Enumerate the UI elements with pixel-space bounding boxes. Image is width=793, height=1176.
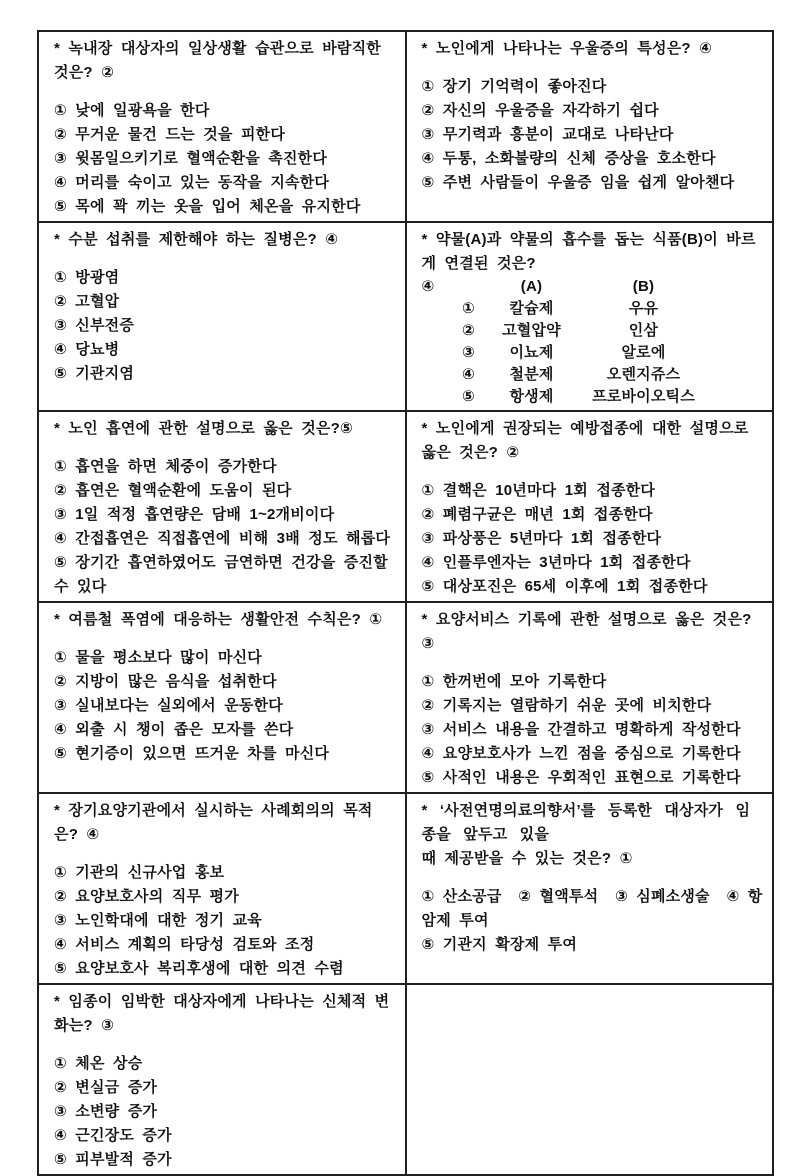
question-cell-care-records: [406, 602, 774, 793]
option-line: ② 폐렴구균은 매년 1회 접종한다: [421, 506, 653, 523]
match-header-row: [422, 276, 765, 298]
option-line: ③ 서비스 내용을 간결하고 명확하게 작성한다: [421, 721, 741, 738]
option-line: ⑤ 사적인 내용은 우회적인 표현으로 기록한다: [421, 769, 741, 786]
option-line: ⑤ 주변 사람들이 우울증 임을 쉽게 알아챈다: [421, 174, 735, 191]
question-line: * 약물(A)과 약물의 흡수를 돕는 식품(B)이 바르게 연결된 것은?: [421, 231, 756, 272]
match-b: 우유: [628, 300, 659, 317]
option-line: ① 체온 상승: [54, 1055, 143, 1072]
option-line: ② 요양보호사의 직무 평가: [54, 888, 239, 905]
match-b: 알로에: [621, 344, 666, 361]
option-line: ① 흡연을 하면 체중이 증가한다: [54, 458, 277, 475]
question-line: * 녹내장 대상자의 일상생활 습관으로 바람직한 것은? ②: [54, 40, 390, 81]
option-line: ④ 머리를 숙이고 있는 동작을 지속한다: [54, 174, 330, 191]
option-line: ② 지방이 많은 음식을 섭취한다: [54, 673, 277, 690]
option-line: ③ 무기력과 흥분이 교대로 나타난다: [421, 126, 674, 143]
question-cell-glaucoma: [38, 31, 406, 222]
table-row: [38, 984, 773, 1175]
question-line: * ‘사전연명의료의향서’를 등록한 대상자가 임종을 앞두고 있을: [421, 802, 751, 843]
question-cell-case-conference: [38, 793, 406, 984]
option-line: ② 기록지는 열람하기 쉬운 곳에 비치한다: [421, 697, 712, 714]
question-cell-drug-food-match: [406, 222, 774, 411]
option-line: ⑤ 장기간 흡연하였어도 금연하면 건강을 증진할 수 있다: [54, 554, 397, 595]
option-line: ③ 신부전증: [54, 317, 135, 334]
question-line: * 임종이 임박한 대상자에게 나타나는 신체적 변화는? ③: [54, 993, 390, 1034]
option-line: ③ 노인학대에 대한 정기 교육: [54, 912, 262, 929]
option-line: ① 방광염: [54, 269, 120, 286]
match-number: ③: [462, 344, 475, 361]
match-number: ①: [462, 300, 475, 317]
option-line: ④ 인플루엔자는 3년마다 1회 접종한다: [421, 554, 691, 571]
table-row: [38, 793, 773, 984]
empty-cell: [406, 984, 774, 1175]
question-cell-smoking: [38, 411, 406, 602]
question-line: 때 제공받을 수 있는 것은? ①: [421, 850, 633, 867]
option-line: ① 낮에 일광욕을 한다: [54, 102, 210, 119]
table-row: [38, 411, 773, 602]
match-number: ④: [462, 366, 475, 383]
option-line: ③ 실내보다는 실외에서 운동한다: [54, 697, 283, 714]
questions-table: [37, 30, 774, 1176]
match-table: [422, 276, 765, 408]
option-line: ④ 요양보호사가 느낀 점을 중심으로 기록한다: [421, 745, 741, 762]
option-line: ③ 1일 적정 흡연량은 담배 1~2개비이다: [54, 506, 335, 523]
option-line: ① 한꺼번에 모아 기록한다: [421, 673, 607, 690]
match-number: ⑤: [462, 388, 475, 405]
table-row: [38, 222, 773, 411]
match-b: 인삼: [628, 322, 659, 339]
option-line: ② 무거운 물건 드는 것을 피한다: [54, 126, 286, 143]
question-line: * 여름철 폭염에 대응하는 생활안전 수칙은? ①: [54, 611, 383, 628]
option-line: ⑤ 기관지 확장제 투여: [421, 936, 578, 953]
option-line: ② 고혈압: [54, 293, 120, 310]
option-line: ① 결핵은 10년마다 1회 접종한다: [421, 482, 656, 499]
option-line: ⑤ 현기증이 있으면 뜨거운 차를 마신다: [54, 745, 330, 762]
match-a: 이뇨제: [509, 344, 554, 361]
option-line: ④ 외출 시 챙이 좁은 모자를 쓴다: [54, 721, 294, 738]
match-row: [422, 342, 765, 364]
option-line: ④ 당뇨병: [54, 341, 120, 358]
option-line: ① 산소공급 ② 혈액투석 ③ 심폐소생술 ④ 항암제 투여: [421, 888, 763, 929]
option-line: ③ 파상풍은 5년마다 1회 접종한다: [421, 530, 662, 547]
match-row: [422, 298, 765, 320]
match-row: [422, 386, 765, 408]
option-line: ② 변실금 증가: [54, 1079, 158, 1096]
question-cell-advance-directive: [406, 793, 774, 984]
option-line: ② 자신의 우울증을 자각하기 쉽다: [421, 102, 659, 119]
match-number: ②: [462, 322, 475, 339]
table-row: [38, 602, 773, 793]
question-line: * 장기요양기관에서 실시하는 사례회의의 목적은? ④: [54, 802, 373, 843]
option-line: ③ 소변량 증가: [54, 1103, 158, 1120]
question-line: * 요양서비스 기록에 관한 설명으로 옳은 것은? ③: [421, 611, 760, 652]
question-line: * 노인에게 나타나는 우울증의 특성은? ④: [421, 40, 712, 57]
question-cell-heatwave: [38, 602, 406, 793]
option-line: ⑤ 목에 꽉 끼는 옷을 입어 체온을 유지한다: [54, 198, 361, 215]
option-line: ⑤ 기관지염: [54, 365, 135, 382]
question-line: * 수분 섭취를 제한해야 하는 질병은? ④: [54, 231, 339, 248]
option-line: ② 흡연은 혈액순환에 도움이 된다: [54, 482, 292, 499]
match-a: 칼슘제: [509, 300, 554, 317]
option-line: ④ 서비스 계획의 타당성 검토와 조정: [54, 936, 315, 953]
match-a: 철분제: [509, 366, 554, 383]
option-line: ④ 근긴장도 증가: [54, 1127, 172, 1144]
answer-marker: ④: [421, 278, 435, 295]
match-b: 프로바이오틱스: [592, 388, 695, 405]
column-b-header: (B): [632, 278, 655, 295]
option-line: ① 기관의 신규사업 홍보: [54, 864, 225, 881]
option-line: ⑤ 대상포진은 65세 이후에 1회 접종한다: [421, 578, 708, 595]
table-row: [38, 31, 773, 222]
option-line: ① 장기 기억력이 좋아진다: [421, 78, 607, 95]
column-a-header: (A): [520, 278, 543, 295]
question-line: * 노인 흡연에 관한 설명으로 옳은 것은?⑤: [54, 420, 353, 437]
match-number: [448, 276, 490, 298]
question-cell-vaccination: [406, 411, 774, 602]
question-cell-end-of-life-changes: [38, 984, 406, 1175]
match-row: [422, 320, 765, 342]
question-cell-depression: [406, 31, 774, 222]
match-a: 항생제: [509, 388, 554, 405]
option-line: ④ 간접흡연은 직접흡연에 비해 3배 정도 해롭다: [54, 530, 391, 547]
question-line: * 노인에게 권장되는 예방접종에 대한 설명으로 옳은 것은? ②: [421, 420, 757, 461]
option-line: ④ 두통, 소화불량의 신체 증상을 호소한다: [421, 150, 716, 167]
option-line: ⑤ 요양보호사 복리후생에 대한 의견 수렴: [54, 960, 344, 977]
question-cell-fluid-restriction: [38, 222, 406, 411]
match-row: [422, 364, 765, 386]
option-line: ⑤ 피부발적 증가: [54, 1151, 172, 1168]
match-b: 오렌지쥬스: [606, 366, 681, 383]
option-line: ③ 윗몸일으키기로 혈액순환을 촉진한다: [54, 150, 328, 167]
option-line: ① 물을 평소보다 많이 마신다: [54, 649, 262, 666]
match-a: 고혈압약: [502, 322, 561, 339]
